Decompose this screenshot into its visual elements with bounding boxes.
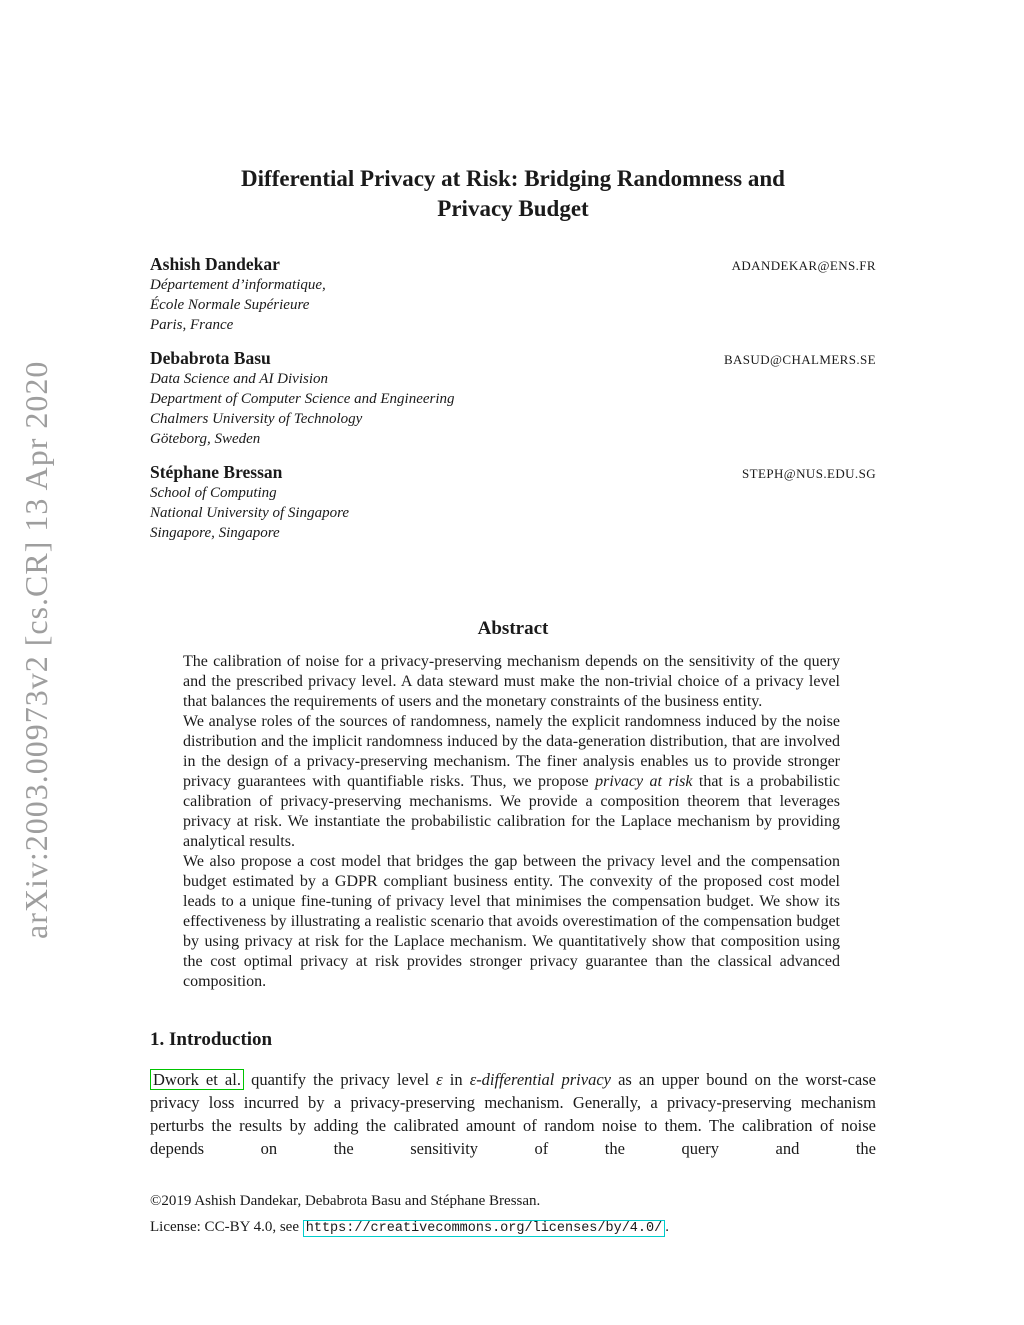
section-heading-introduction: 1. Introduction [150,1029,273,1050]
author-email: BASUD@CHALMERS.SE [723,352,876,367]
author-affiliation-line: National University of Singapore [150,505,350,521]
abstract-paragraph-3: We also propose a cost model that bridges the gap between the privacy level and the compensation budget estimated by a GDPR compliant business entity. The convexity of the proposed cost model leads to a unique fine-tuning of privacy level that minimises the compensation budget. We show its effectiveness by illustrating a realistic scenario that avoids overestimation of the compensation budget by using privacy at risk for the Laplace mechanism. We quantitatively show that composition using the cost optimal privacy at risk provides stronger privacy guarantee than the classical advanced composition. [183,853,840,990]
license-line [150,1214,876,1242]
author-affiliation-line: Department of Computer Science and Engineering [150,391,455,407]
author-affiliation-line: Chalmers University of Technology [150,411,363,427]
author-affiliation-line: Département d’informatique, [150,277,326,293]
paper-title-line2: Privacy Budget [437,196,589,221]
author-affiliation-line: Göteborg, Sweden [150,431,261,447]
page-column [150,0,876,1242]
author-name: Stéphane Bressan [150,462,283,482]
author-header [150,348,876,369]
author-header [150,254,876,275]
text-segment: in [442,1070,470,1089]
arxiv-watermark: arXiv:2003.00973v2 [cs.CR] 13 Apr 2020 [18,360,54,940]
author-affiliation-line: Data Science and AI Division [150,371,329,387]
author-block [150,254,876,335]
paper-title-line1: Differential Privacy at Risk: Bridging Randomness and [241,166,785,191]
author-block [150,462,876,543]
author-email: STEPH@NUS.EDU.SG [742,466,876,481]
author-affiliation-line: Paris, France [150,317,234,333]
text-segment: ε-differential privacy [469,1070,611,1089]
author-email: ADANDEKAR@ENS.FR [731,258,876,273]
author-affiliation-line: École Normale Supérieure [150,297,310,313]
author-affiliation-line: Singapore, Singapore [150,525,280,541]
author-list [150,254,876,543]
abstract-heading: Abstract [477,618,549,639]
license-url-link[interactable]: https://creativecommons.org/licenses/by/4.0/ [303,1220,665,1237]
text-segment: that is a probabilistic calibration of privacy-preserving mechanisms. We provide a composition theorem that leverages privacy at risk. We instantiate the probabilistic calibration for the Laplace mechanism by providing analytical results. [183,773,840,850]
text-segment: ε [436,1070,443,1089]
author-header [150,462,876,483]
paper-title [150,164,876,224]
author-name: Debabrota Basu [150,348,271,368]
copyright-line: ©2019 Ashish Dandekar, Debabrota Basu and Stéphane Bressan. [150,1193,541,1209]
text-segment: . [665,1219,669,1235]
abstract-body [183,652,840,992]
text-segment: quantify the privacy level [243,1070,437,1089]
author-affiliation-line: School of Computing [150,485,277,501]
introduction-paragraph [150,1068,876,1160]
abstract-paragraph-1: The calibration of noise for a privacy-preserving mechanism depends on the sensitivity of the query and the prescribed privacy level. A data steward must make the non-trivial choice of a privacy level that balances the requirements of users and the monetary constraints of the business entity. [183,653,840,710]
citation-link[interactable]: Dwork et al. [150,1069,244,1090]
text-segment: as an upper bound on the worst-case privacy loss incurred by a privacy-preserving mechanism. Generally, a privacy-preserving mechanism perturbs the results by adding the calibrated amount of random noise to them. The calibration of noise depends on the sensitivity of the query and the [150,1070,876,1158]
author-block [150,348,876,449]
page-footer [150,1188,876,1242]
text-segment: License: CC-BY 4.0, see [150,1219,303,1235]
text-segment: We analyse roles of the sources of randomness, namely the explicit randomness induced by the noise distribution and the implicit randomness induced by the data-generation distribution, that are involved in the design of a privacy-preserving mechanism. The finer analysis enables us to provide stronger privacy guarantees with quantifiable risks. Thus, we propose [183,713,840,790]
author-name: Ashish Dandekar [150,254,280,274]
text-segment: privacy at risk [595,773,693,790]
abstract-paragraph-2 [183,712,840,852]
